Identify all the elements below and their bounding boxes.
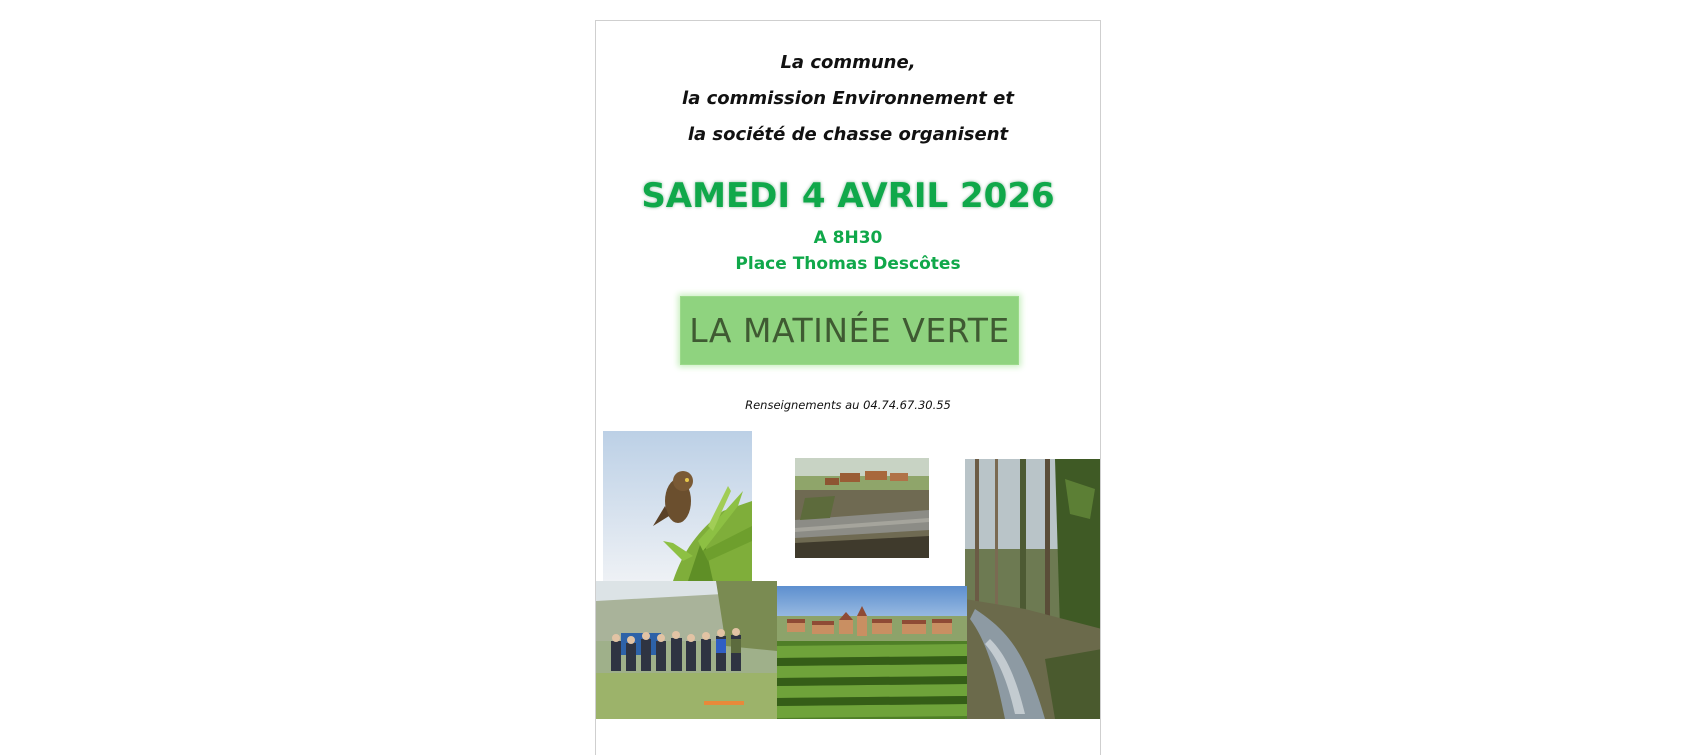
stream-photo: [965, 459, 1101, 719]
event-date: SAMEDI 4 AVRIL 2026: [641, 176, 1055, 216]
group-photo: [596, 581, 777, 719]
intro-line-2: la commission Environnement et: [682, 88, 1014, 109]
event-title: LA MATINÉE VERTE: [689, 311, 1010, 350]
intro-text: [596, 45, 1100, 153]
contact-info: Renseignements au 04.74.67.30.55: [745, 398, 951, 412]
event-place: Place Thomas Descôtes: [735, 254, 961, 274]
event-time: A 8H30: [813, 228, 883, 248]
owl-photo: [603, 431, 752, 581]
village-vineyard-photo: [777, 586, 967, 719]
flyer-page: [595, 20, 1101, 755]
cows-field-photo: [795, 458, 929, 558]
intro-line-3: la société de chasse organisent: [687, 124, 1009, 145]
intro-line-1: La commune,: [780, 52, 916, 73]
event-title-banner: [680, 296, 1019, 365]
